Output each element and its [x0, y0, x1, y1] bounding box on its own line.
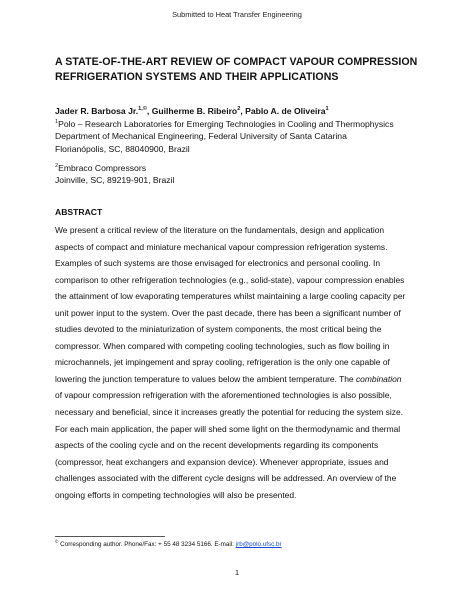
abstract-line: Examples of such systems are those envisaged for electronics and personal cooling. In — [55, 258, 381, 269]
author-affiliation-marker: 1 — [325, 106, 329, 112]
abstract-line: studies devoted to the miniaturization of system components, the most critical being the — [55, 324, 382, 335]
abstract-line: unit power input to the system. Over the past decade, there has been a significant number of — [55, 307, 401, 318]
author-separator: , — [240, 106, 246, 116]
author-separator: , — [146, 106, 152, 116]
affiliation-2 — [55, 162, 435, 187]
affiliation-1 — [55, 118, 435, 155]
affiliation-line: Department of Mechanical Engineering, Federal University of Santa Catarina — [55, 131, 347, 142]
abstract-line-text: lowering the junction temperature to values below the ambient temperature. The — [55, 373, 356, 384]
abstract-body — [55, 222, 435, 503]
footnote-divider — [55, 536, 165, 537]
footnote — [55, 541, 282, 548]
affiliation-line: Florianópolis, SC, 88040900, Brazil — [55, 143, 190, 154]
page-number: 1 — [234, 568, 240, 577]
affiliation-line: Embraco Compressors — [58, 163, 146, 173]
abstract-emphasis: combination — [355, 373, 402, 384]
footnote-text: Corresponding author. Phone/Fax: + 55 48 3234 5166. E-mail: — [58, 541, 236, 548]
abstract-line: compressor. When compared with competing cooling technologies, such as flow boiling in — [55, 340, 390, 351]
abstract-line: the attainment of low evaporating temperatures whilst maintaining a large cooling capacity per — [55, 291, 406, 302]
abstract-line: We present a critical review of the literature on the fundamentals, design and application — [55, 225, 385, 235]
author-name: Pablo A. de Oliveira — [245, 106, 326, 116]
email-link[interactable]: jrb@polo.ufsc.br — [235, 541, 282, 548]
abstract-line: (compressor, heat exchangers and expansion device). Whenever appropriate, issues and — [55, 456, 389, 467]
abstract-line: aspects of compact and miniature mechanical vapour compression refrigeration systems. — [55, 241, 388, 252]
footnote-marker: © — [55, 539, 59, 544]
running-header: Submitted to Heat Transfer Engineering — [172, 10, 302, 19]
abstract-line: of vapour compression refrigeration with the aforementioned technologies is also possible, — [55, 390, 392, 401]
author-list — [55, 105, 435, 117]
affiliation-marker: 2 — [55, 163, 59, 169]
author-name: Jader R. Barbosa Jr. — [55, 106, 139, 116]
abstract-line: comparison to other refrigeration technologies (e.g., solid-state), vapour compression enables — [55, 274, 405, 285]
affiliation-line: Polo – Research Laboratories for Emerging Technologies in Cooling and Thermophysics — [58, 119, 394, 129]
title-line: REFRIGERATION SYSTEMS AND THEIR APPLICATIONS — [55, 70, 339, 83]
abstract-line: ongoing efforts in competing technologies will also be presented. — [55, 489, 297, 500]
title-line: A STATE-OF-THE-ART REVIEW OF COMPACT VAPOUR COMPRESSION — [55, 56, 418, 68]
affiliation-line: Joinville, SC, 89219-901, Brazil — [55, 175, 175, 186]
abstract-line: For each main application, the paper will shed some light on the thermodynamic and thermal — [55, 423, 401, 434]
affiliation-marker: 1 — [55, 119, 59, 125]
abstract-line: challenges associated with the different cycle designs will be addressed. An overview of the — [55, 473, 397, 484]
abstract-line: necessary and beneficial, since it increases greatly the potential for reducing the system size. — [55, 407, 403, 418]
abstract-line: aspects of the cooling cycle and on the recent developments regarding its components — [55, 440, 379, 451]
paper-title — [55, 55, 435, 84]
abstract-line — [55, 371, 435, 388]
author-affiliation-marker: 1,© — [138, 106, 147, 112]
author-affiliation-marker: 2 — [237, 106, 241, 112]
abstract-heading: ABSTRACT — [55, 207, 103, 217]
author-name: Guilherme B. Ribeiro — [151, 106, 238, 116]
abstract-line: microchannels, jet impingement and spray cooling, refrigeration is the only one capable of — [55, 357, 390, 368]
